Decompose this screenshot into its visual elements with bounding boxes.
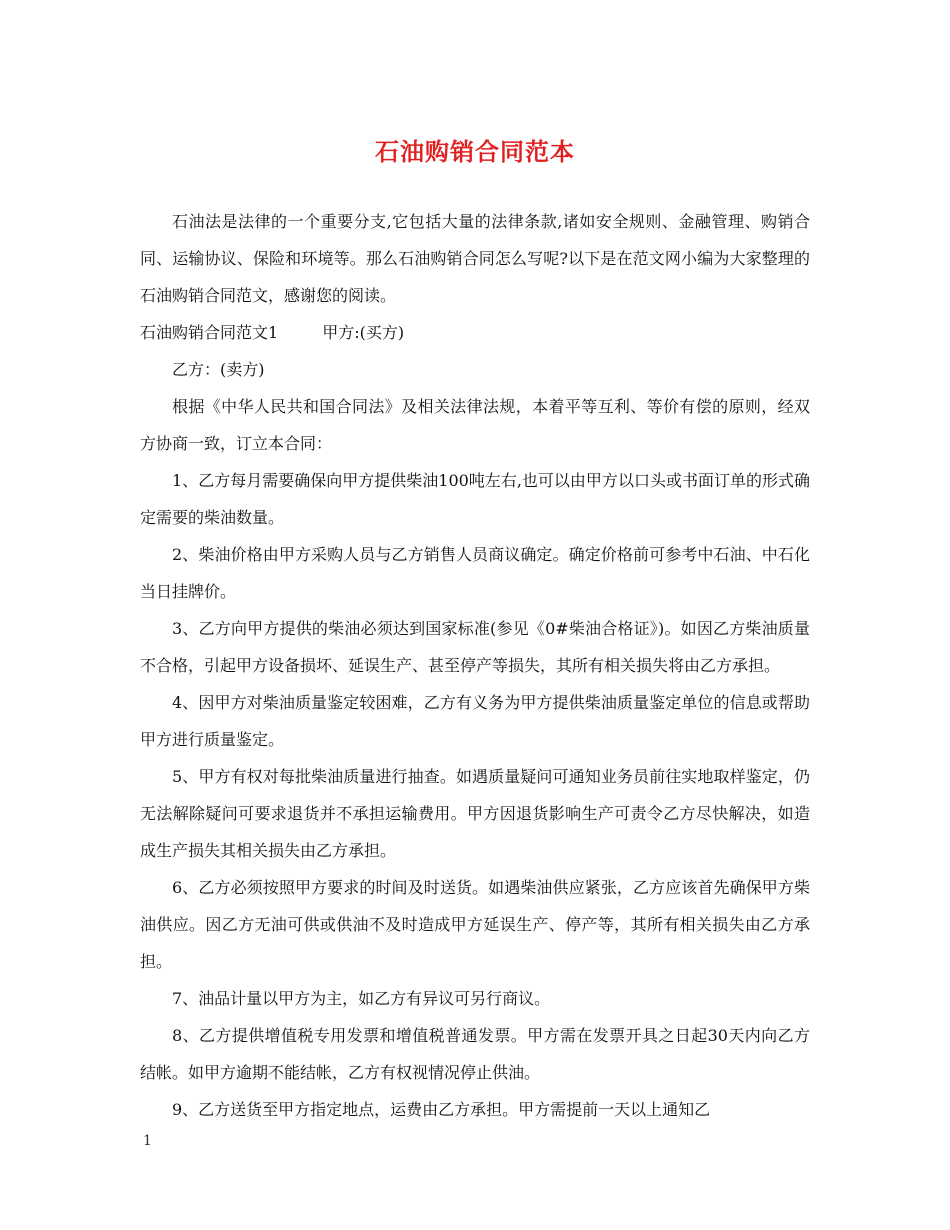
- party-a: 甲方:(买方): [322, 323, 405, 342]
- clause-9: 9、乙方送货至甲方指定地点，运费由乙方承担。甲方需提前一天以上通知乙: [172, 1100, 711, 1119]
- document-body: [140, 203, 810, 1128]
- clause-1: 1、乙方每月需要确保向甲方提供柴油100吨左右,也可以由甲方以口头或书面订单的形式确定需要的柴油数量。: [140, 471, 810, 527]
- clause-8: 8、乙方提供增值税专用发票和增值税普通发票。甲方需在发票开具之日起30天内向乙方结帐。如甲方逾期不能结帐，乙方有权视情况停止供油。: [140, 1026, 810, 1082]
- clause-3: 3、乙方向甲方提供的柴油必须达到国家标准(参见《0#柴油合格证》)。如因乙方柴油质量不合格，引起甲方设备损坏、延误生产、甚至停产等损失，其所有相关损失将由乙方承担。: [140, 619, 810, 675]
- intro-paragraph: 石油法是法律的一个重要分支,它包括大量的法律条款,诸如安全规则、金融管理、购销合同、运输协议、保险和环境等。那么石油购销合同怎么写呢?以下是在范文网小编为大家整理的石油购销合同范文，感谢您的阅读。: [140, 212, 810, 305]
- party-b: 乙方：(卖方): [172, 360, 265, 379]
- clause-5: 5、甲方有权对每批柴油质量进行抽查。如遇质量疑问可通知业务员前往实地取样鉴定，仍无法解除疑问可要求退货并不承担运输费用。甲方因退货影响生产可责令乙方尽快解决，如造成生产损失其相关损失由乙方承担。: [140, 767, 810, 860]
- sample-heading: 石油购销合同范文1: [140, 323, 279, 342]
- page-number: 1: [143, 1133, 152, 1149]
- clause-2: 2、柴油价格由甲方采购人员与乙方销售人员商议确定。确定价格前可参考中石油、中石化当日挂牌价。: [140, 545, 810, 601]
- clause-6: 6、乙方必须按照甲方要求的时间及时送货。如遇柴油供应紧张，乙方应该首先确保甲方柴油供应。因乙方无油可供或供油不及时造成甲方延误生产、停产等，其所有相关损失由乙方承担。: [140, 878, 810, 971]
- sample-heading-line: [140, 314, 810, 351]
- document-title: 石油购销合同范本: [375, 137, 575, 166]
- clause-7: 7、油品计量以甲方为主，如乙方有异议可另行商议。: [172, 989, 551, 1008]
- preamble-paragraph: 根据《中华人民共和国合同法》及相关法律法规，本着平等互利、等价有偿的原则，经双方协商一致，订立本合同：: [140, 397, 810, 453]
- clause-4: 4、因甲方对柴油质量鉴定较困难，乙方有义务为甲方提供柴油质量鉴定单位的信息或帮助甲方进行质量鉴定。: [140, 693, 810, 749]
